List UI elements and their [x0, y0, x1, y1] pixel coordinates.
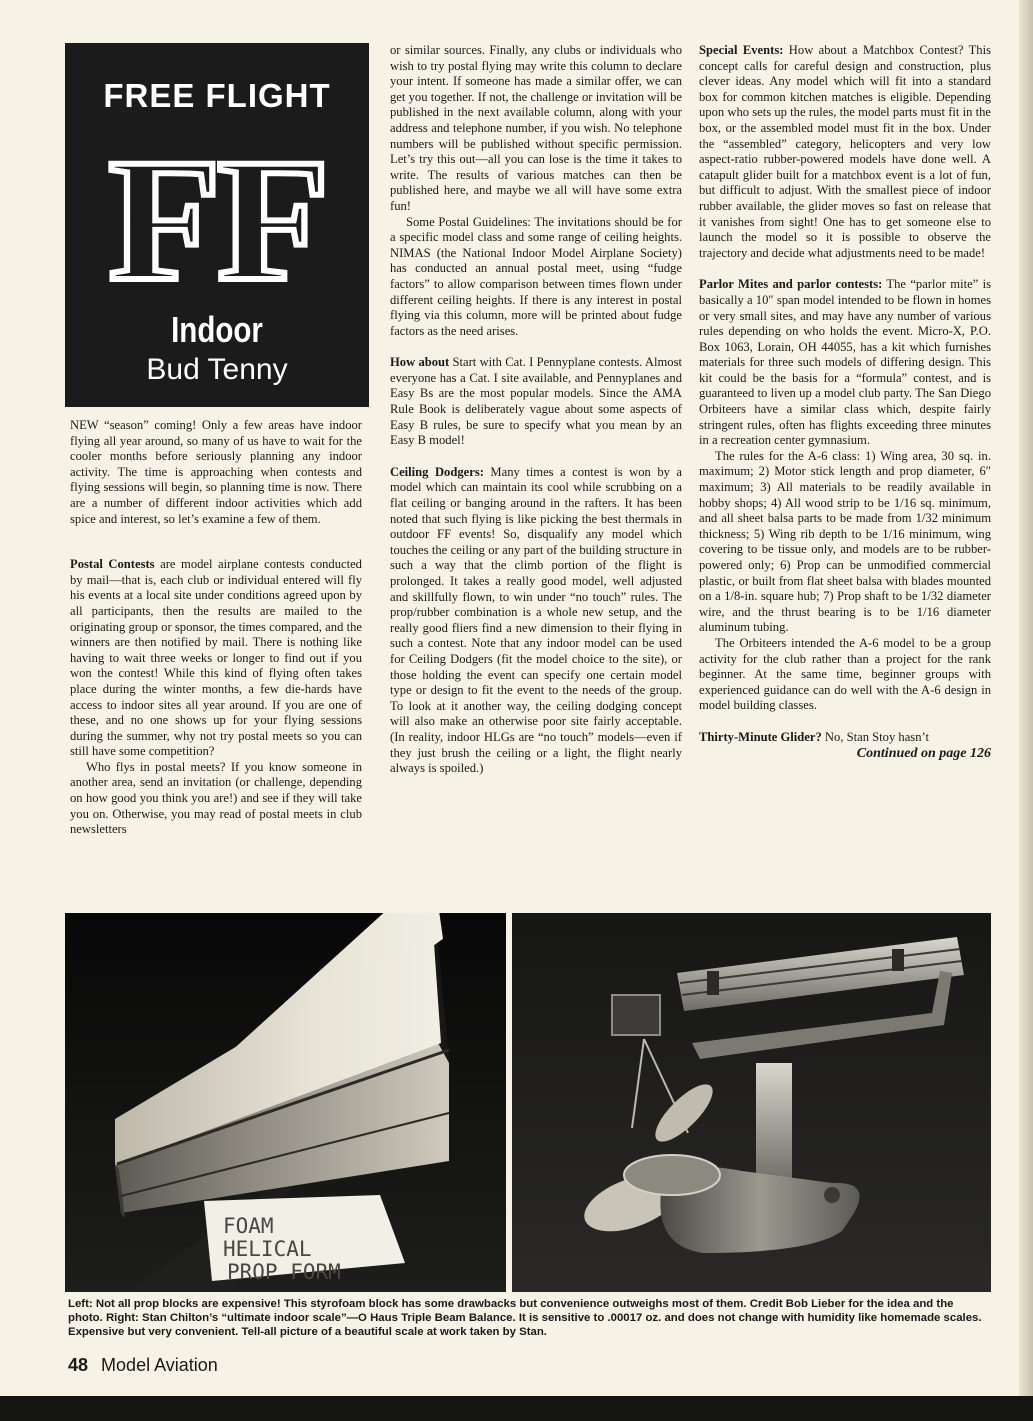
magazine-name: Model Aviation [101, 1355, 218, 1375]
ceiling-dodgers-heading: Ceiling Dodgers: [390, 464, 484, 479]
orbiteers-paragraph: The Orbiteers intended the A-6 model to be a group activity for the club rather than a project for the rank beginner. At the same time, beginner groups with experienced guidance can do well with the A-6 design in model building classes. [699, 635, 991, 713]
special-events-text: How about a Matchbox Contest? This concept calls for careful design and construction, plus clever ideas. Any model which will fit into a standard box for common kitchen matches is eligible. Depending upon who sets up the rules, the model parts must fit in the box, or the assembled model must fit in the box. Under the “assembled” category, helicopters and very low aspect-ratio rubber-powered models have done well. A catapult glider built for a matchbox event is a lot of fun, but difficult to adjust. With the smallest piece of indoor rubber available, the glider moves so fast on release that it vanishes from sight! One has to get someone else to launch the model so it is possible to observe the trajectory and decide what adjustments need to be made! [699, 43, 991, 260]
ff-logo [65, 121, 369, 321]
how-about-heading: How about [390, 355, 450, 370]
parlor-mites-text: The “parlor mite” is basically a 10″ span model intended to be flown in homes or very small sites, and may have any number of various rules depending on who holds the event. Micro-X, P.O. Box 1063, Lorain, OH 44055, has a kit which furnishes materials for three such models of differing design. This kit could be the basis for a “formula” contest, and is guaranteed to liven up a model club party. The San Diego Orbiteers have a similar class which, despite fairly stringent rules, often has flights exceeding three minutes in a recreation center gymnasium. [699, 277, 992, 448]
how-about-paragraph [390, 355, 682, 449]
postal-guidelines-paragraph: Some Postal Guidelines: The invitations should be for a specific model class and some range of ceiling heights. NIMAS (the National Indoor Model Airplane Society) has conducted an annual postal meet, using “fudge factors” to allow comparison between times flown under different ceiling heights. If there is any interest in postal flying via this column, more will be printed about fudge factors as the need arises. [390, 214, 682, 338]
header-subtitle: Indoor [171, 309, 263, 350]
column-header-block [65, 43, 369, 407]
intro-paragraph: NEW “season” coming! Only a few areas have indoor flying all year around, so many of us have to wait for the cooler months before seriously planning any indoor activity. The time is approaching when contests and flying sessions will begin, so planning time is now. There are a number of different indoor activities which add spice and interest, so let’s examine a few of them. [70, 418, 362, 526]
special-events-heading: Special Events: [699, 43, 784, 57]
ceiling-dodgers-paragraph [390, 465, 682, 777]
thirty-minute-glider-heading: Thirty-Minute Glider? [699, 729, 822, 744]
scan-bottom-border [0, 1396, 1033, 1421]
special-events-paragraph [699, 43, 991, 261]
ceiling-dodgers-text: Many times a contest is won by a model which can maintain its cool while scrubbing on a flat ceiling or banging around in the rafters. It has been noted that such flying is like picking the best thermals in outdoor FF events! So, disqualify any model which touches the ceiling or any part of the building structure in such a way that the climb portion of the flight is prolonged. It takes a really good model, well adjusted and skillfully flown, to win under “no touch” rules. The prop/rubber combination is a whole new setup, and the really good fliers find a new dimension to their flying in such a contest. Note that any indoor model can be used for Ceiling Dodgers (fit the model choice to the site), or those holding the event can specify one certain model type or design to fit the event to the needs of the group. To look at it another way, the ceiling dodging concept will also make an otherwise poor site fairly acceptable. (In reality, indoor HLGs are “no touch” models—even if they just brush the ceiling or a light, the flight nearly always is spoiled.) [390, 464, 682, 776]
postal-contests-paragraph [70, 557, 362, 760]
header-title: FREE FLIGHT [103, 77, 331, 114]
photo-triple-beam-balance [512, 913, 991, 1292]
foam-block-illustration [65, 913, 506, 1292]
parlor-mites-heading: Parlor Mites and parlor contests: [699, 277, 883, 292]
thirty-minute-glider-text: No, Stan Stoy hasn’t [821, 729, 929, 744]
note-line-3: PROP FORM [227, 1260, 341, 1284]
note-line-1: FOAM [223, 1214, 274, 1238]
author-byline: Bud Tenny [146, 353, 288, 386]
continued-on-page: Continued on page 126 [856, 745, 991, 761]
page-edge-shadow [1019, 0, 1033, 1421]
postal-contests-heading: Postal Contests [70, 557, 155, 572]
who-flys-paragraph: Who flys in postal meets? If you know someone in another area, send an invitation (or challenge, depending on how good you think you are!) and see if they will take you on. Otherwise, you may read of postal meets in club newsletters [70, 759, 362, 837]
photo-foam-prop-block [65, 913, 506, 1292]
page-number: 48 [68, 1355, 89, 1375]
page-footer [68, 1355, 218, 1376]
balance-illustration [512, 913, 991, 1292]
text-column-1 [70, 418, 362, 838]
continuation-paragraph: or similar sources. Finally, any clubs or individuals who wish to try postal flying may write this column to declare your intent. If someone has made a similar offer, we can get you together. If not, the challenge or invitation will be published in the next available column, along with your address and telephone number, if you wish. No telephone numbers will be published without specific permission. Let’s try this out—all you can lose is the time it takes to write. The results of various matches can then be published here, and maybe we all will have some extra fun! [390, 43, 682, 213]
text-column-2 [390, 43, 682, 777]
a6-rules-paragraph: The rules for the A-6 class: 1) Wing area, 30 sq. in. maximum; 2) Motor stick length and prop diameter, 6″ maximum; 3) All materials to be readily available in hobby shops; 4) All wood strip to be 1/16 sq. minimum, and all sheet balsa parts to be made from 1/32 minimum thickness; 5) Wing rib depth to be 1/16 minimum, wing covering to be tissue only, and models are to be rubber-powered only; 6) Prop can be unmodified commercial plastic, or built from flat sheet balsa with blades mounted on a 1/8-in. square hub; 7) Prop shaft to be 1/32 diameter wire, and the thrust bearing is to be 1/16 diameter aluminum tubing. [699, 448, 991, 635]
how-about-text: Start with Cat. I Pennyplane contests. Almost everyone has a Cat. I site available, and Pennyplanes and Easy Bs are the most popular models. Since the AMA Rule Book is deliberately vague about some aspects of Easy B rules, be sure to specify what you mean by an Easy B model! [390, 355, 682, 448]
ff-logo-letters: FF [108, 122, 326, 319]
note-line-2: HELICAL [223, 1237, 312, 1261]
postal-contests-text: are model airplane contests conducted by mail—that is, each club or individual entered will fly his events at a local site under conditions agreed upon by all participants, then the results are mailed to the originating group or sponsor, the times compared, and the winners are then notified by mail. There is nothing like having to wait three weeks or longer to find out if you won the contest! While this kind of flying often takes place during the winter months, a few die-hards have access to indoor sites all year around. If you are one of these, and no one shows up for your flying sessions during the summer, why not try postal meets so you can still have some competition? [70, 557, 362, 759]
text-column-3 [699, 43, 991, 761]
photo-caption: Left: Not all prop blocks are expensive! This styrofoam block has some drawbacks but convenience outweighs most of them. Credit Bob Lieber for the idea and the photo. Right: Stan Chilton’s “ultimate indoor scale”—O Haus Triple Beam Balance. It is sensitive to .00017 oz. and does not change with humidity like homemade scales. Expensive but very convenient. Tell-all picture of a beautiful scale at work taken by Stan. [68, 1298, 982, 1338]
parlor-mites-paragraph [699, 277, 991, 449]
thirty-minute-glider-paragraph [699, 730, 991, 746]
